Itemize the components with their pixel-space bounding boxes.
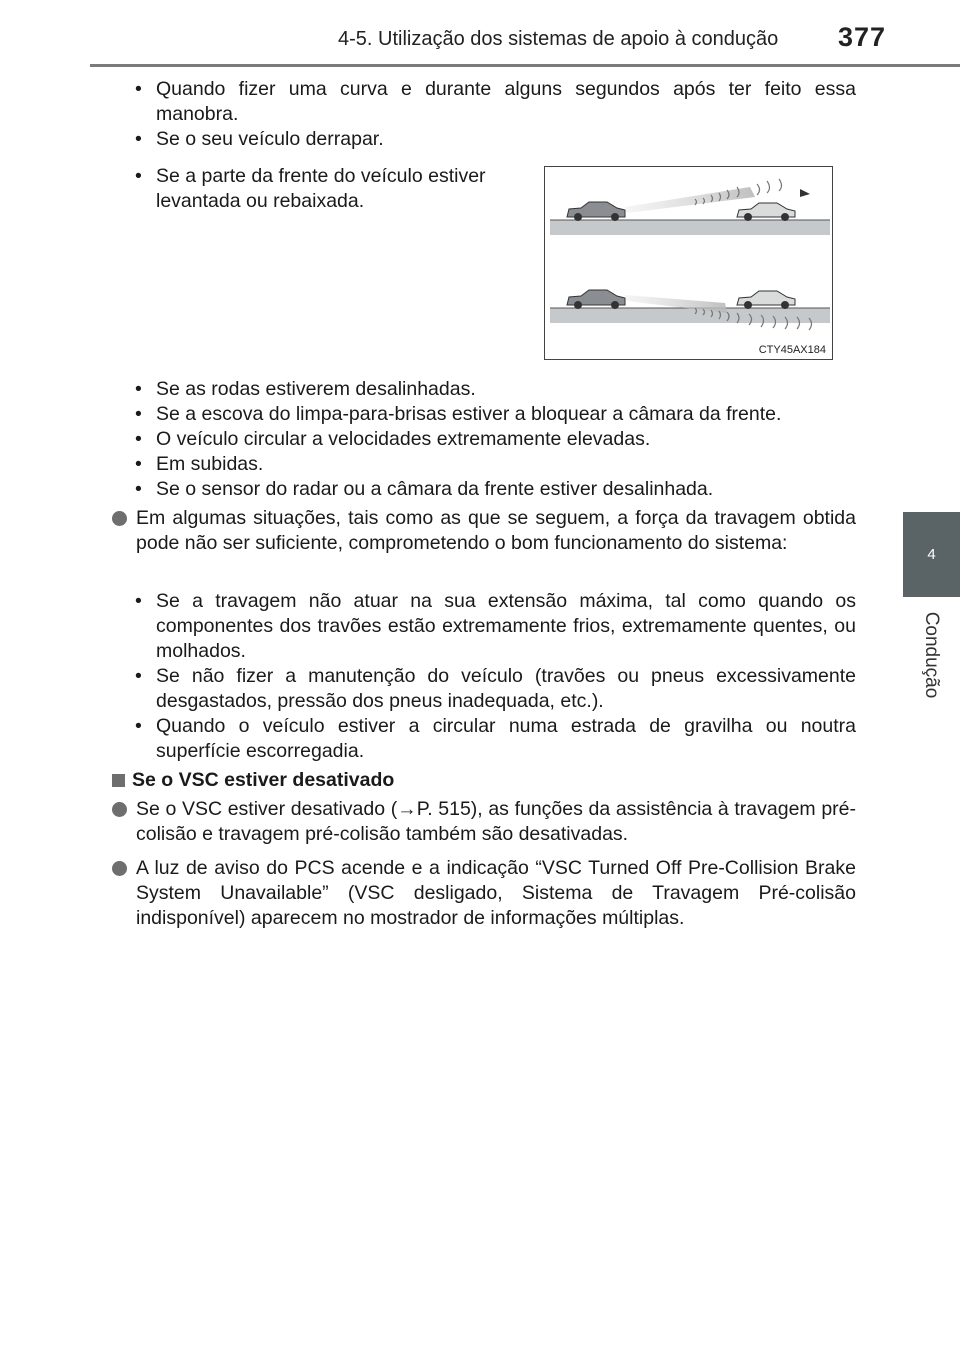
road-surface [550,308,830,323]
list-item: • Se o sensor do radar ou a câmara da frente estiver desalinhada. [128,477,856,502]
list-item: • Se o seu veículo derrapar. [128,127,856,152]
section-title: 4-5. Utilização dos sistemas de apoio à condução [338,28,779,50]
braking-paragraph [112,506,856,556]
car-icon [567,290,625,309]
header-divider [90,64,960,67]
list-item: • Se a escova do limpa-para-brisas estiver a bloquear a câmara da frente. [128,402,856,427]
radar-beam [625,187,755,213]
vsc-paragraph [112,797,856,847]
car-icon [737,203,795,221]
list-item: • Em subidas. [128,452,856,477]
vehicle-radar-diagram [545,167,834,361]
bullet-dot-icon [112,861,127,876]
road-surface [550,220,830,235]
chapter-number: 4 [927,546,936,563]
chapter-tab[interactable] [903,512,960,597]
paragraph-text: Em algumas situações, tais como as que se seguem, a força da travagem obtida pode não ser suficiente, comprometendo o bom funcionamento do sistema: [136,507,856,554]
middle-bullet-list [128,377,856,502]
radar-illustration [544,166,833,360]
list-item: • Se as rodas estiverem desalinhadas. [128,377,856,402]
square-bullet-icon [112,774,125,787]
braking-bullet-list [128,589,856,764]
list-item: • O veículo circular a velocidades extremamente elevadas. [128,427,856,452]
top-bullet-list [128,77,856,152]
arrow-icon [800,189,810,197]
list-item: • Se não fizer a manutenção do veículo (travões ou pneus excessivamente desgastados, pressão dos pneus inadequada, etc.). [128,664,856,714]
list-item: • Quando o veículo estiver a circular numa estrada de gravilha ou noutra superfície escorregadia. [128,714,856,764]
page-number: 377 [838,22,887,52]
car-icon [737,291,795,309]
list-item: • Quando fizer uma curva e durante alguns segundos após ter feito essa manobra. [128,77,856,127]
bullet-dot-icon [112,511,127,526]
paragraph-text: Se o VSC estiver desativado (→P. 515), as funções da assistência à travagem pré-colisão e travagem pré-colisão também são desativadas. [136,798,856,845]
paragraph-text: A luz de aviso do PCS acende e a indicação “VSC Turned Off Pre-Collision Brake System Unavailable” (VSC desligado, Sistema de Travagem Pré-colisão indisponível) aparecem no mostrador de informações múltiplas. [136,857,856,929]
list-item: • Se a parte da frente do veículo estiver levantada ou rebaixada. [128,164,523,214]
bullet-dot-icon [112,802,127,817]
car-icon [567,202,625,221]
pcs-warning-paragraph [112,856,856,931]
figure-code: CTY45AX184 [758,344,826,356]
heading-text: Se o VSC estiver desativado [132,769,395,791]
section-heading [112,768,394,793]
list-item: • Se a travagem não atuar na sua extensão máxima, tal como quando os componentes dos travões estão extremamente frios, extremamente quentes, ou molhados. [128,589,856,664]
chapter-label: Condução [921,611,942,699]
figure-bullet-list [128,164,523,214]
